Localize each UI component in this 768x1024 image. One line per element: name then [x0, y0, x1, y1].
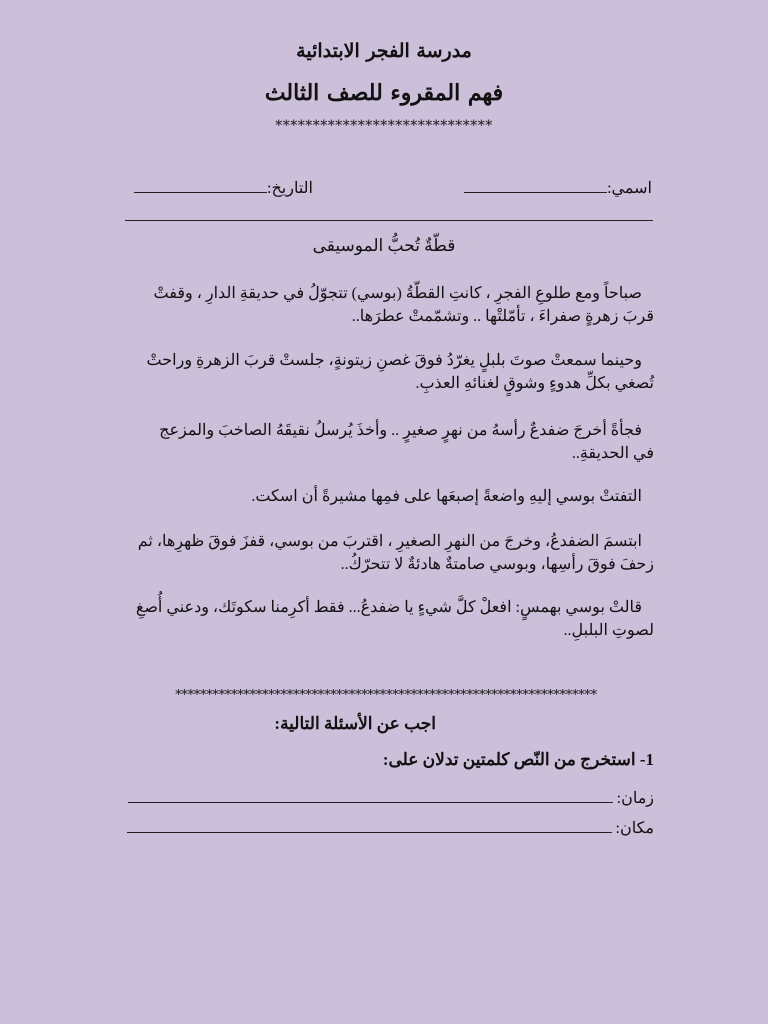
section-divider: ********************************************************************	[175, 688, 597, 703]
story-paragraph-5	[109, 530, 654, 576]
date-label: التاريخ:	[267, 180, 313, 197]
story-paragraph-4	[109, 485, 654, 508]
story-paragraph-6	[109, 596, 654, 642]
question-1: 1- استخرج من النّص كلمتين تدلان على:	[382, 750, 654, 769]
place-answer-row	[127, 818, 654, 838]
paragraph-line: في الحديقةِ..	[571, 445, 654, 462]
paragraph-line: ابتسمَ الضفدعُ، وخرجَ من النهرِ الصغيرِ ، اقتربَ من بوسي، قفزَ فوقَ ظهرِها، ثم	[137, 533, 642, 550]
name-blank-line	[464, 178, 607, 193]
paragraph-line: التفتتْ بوسي إليهِ واضعةً إصبعَها على فمِها مشيرةً أن اسكت.	[251, 488, 642, 505]
place-answer-line[interactable]	[127, 818, 612, 833]
date-blank-line	[134, 178, 267, 193]
place-label: مكان:	[615, 820, 654, 837]
paragraph-line: وحينما سمعتْ صوتَ بلبلٍ يغرّدُ فوقَ غصنِ زيتونةٍ، جلستْ قربَ الزهرةِ وراحتْ	[146, 352, 642, 369]
school-name: مدرسة الفجر الابتدائية	[296, 40, 472, 62]
story-title: قطّةٌ تُحبُّ الموسيقى	[312, 236, 456, 255]
paragraph-line: صباحاً ومع طلوعِ الفجرِ ، كانتِ القطّةُ (بوسي) تتجوّلُ في حديقةِ الدارِ ، وقفتْ	[153, 285, 642, 302]
time-answer-row	[128, 788, 654, 808]
date-field	[134, 178, 313, 198]
story-paragraph-2	[109, 349, 654, 395]
name-field	[464, 178, 652, 198]
story-paragraph-1	[109, 282, 654, 328]
name-label: اسمي:	[607, 180, 652, 197]
paragraph-line: قربَ زهرةٍ صفراءَ ، تأمّلتْها .. وتشمّمتْ عطرَها..	[351, 308, 654, 325]
paragraph-line: فجأةً أخرجَ ضفدعٌ رأسهُ من نهرٍ صغيرٍ .. وأخذَ يُرسلُ نقيقَهُ الصاخبَ والمزعج	[159, 422, 642, 439]
time-label: زمان:	[616, 790, 654, 807]
story-paragraph-3	[109, 419, 654, 465]
paragraph-line: زحفَ فوقَ رأسِها، وبوسي صامتةٌ هادئةٌ لا تتحرّكُ..	[340, 556, 654, 573]
worksheet-title: فهم المقروء للصف الثالث	[264, 80, 504, 106]
paragraph-line: قالتْ بوسي بهمسٍ: افعلْ كلَّ شيءٍ يا ضفدعُ... فقط أكرِمنا سكوتَك، ودعني أُصغِ	[135, 599, 642, 616]
time-answer-line[interactable]	[128, 788, 613, 803]
questions-heading: اجب عن الأسئلة التالية:	[274, 714, 436, 733]
paragraph-line: تُصغي بكلِّ هدوءٍ وشوقٍ لغنائهِ العذبِ.	[415, 375, 654, 392]
full-width-line	[125, 220, 653, 221]
header-separator: *****************************	[275, 118, 493, 134]
paragraph-line: لصوتِ البلبلِ..	[563, 622, 654, 639]
